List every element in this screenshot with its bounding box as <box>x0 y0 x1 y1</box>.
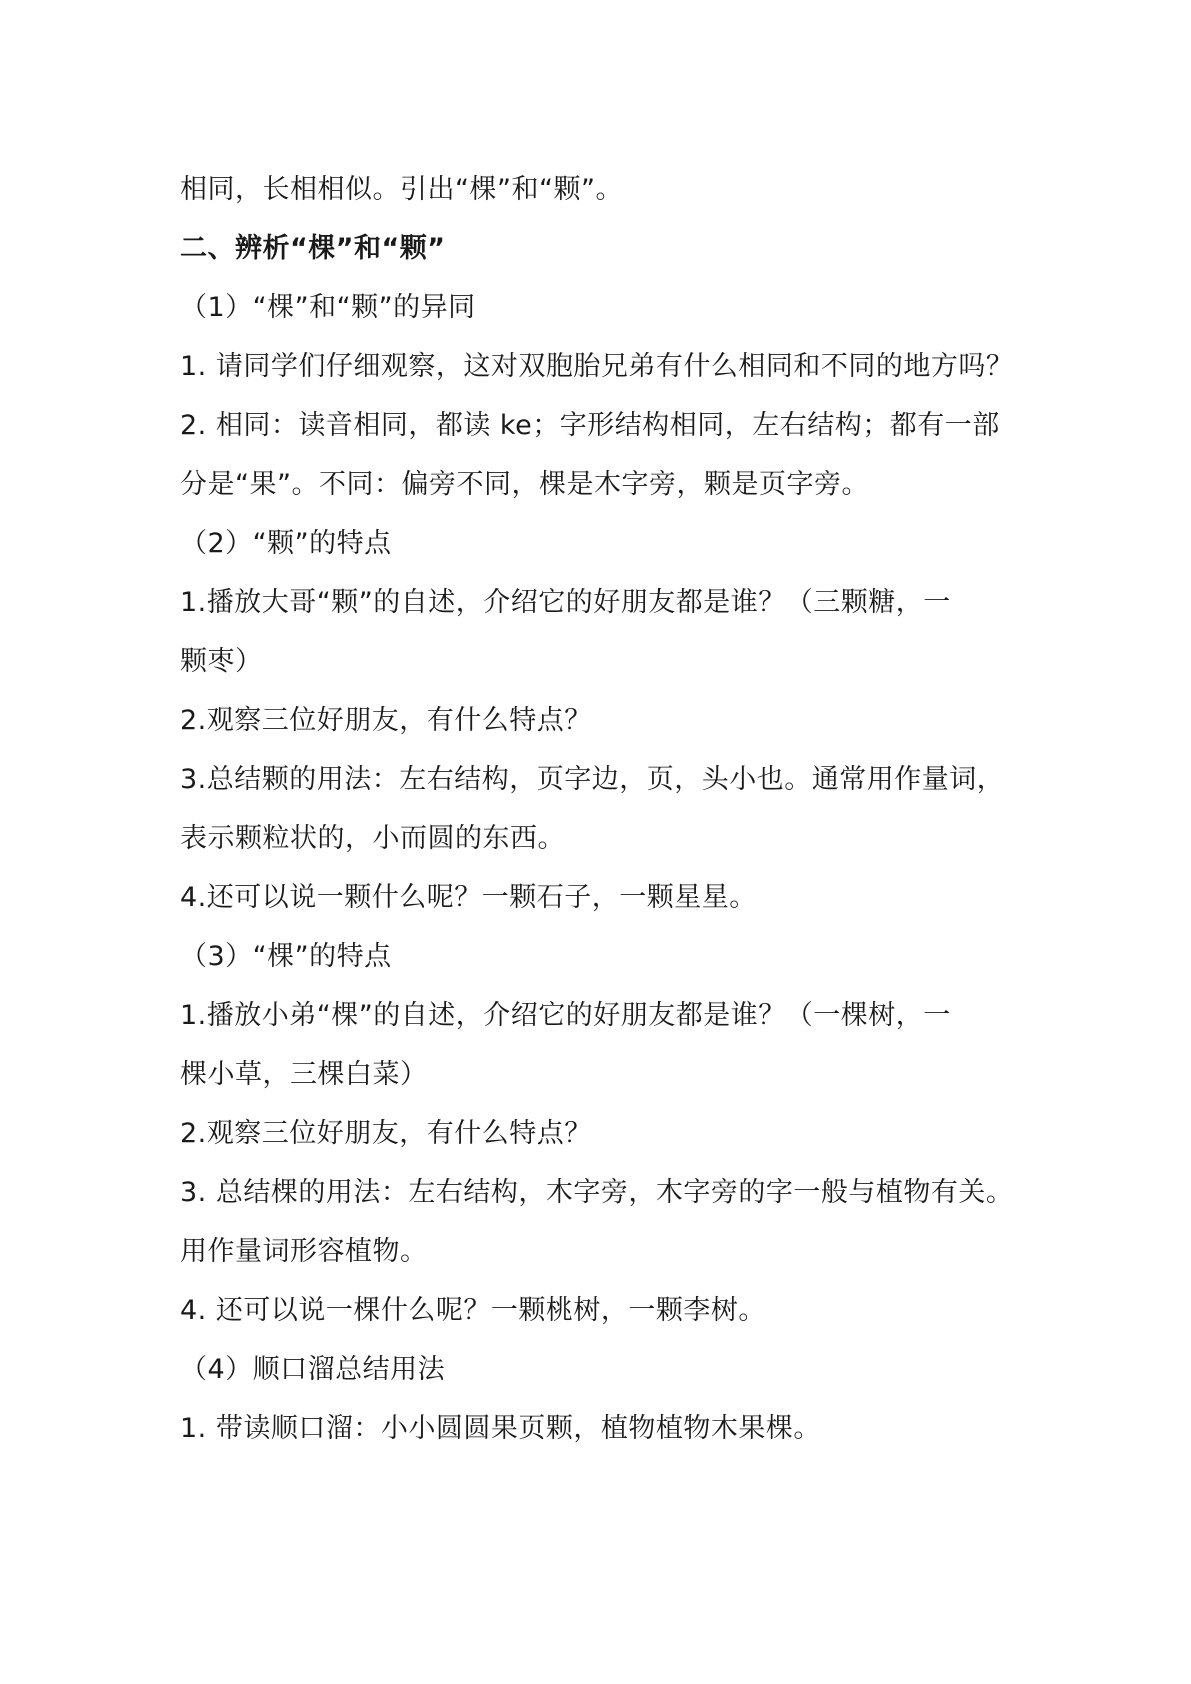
subsection-heading: （3）“棵”的特点 <box>180 941 392 972</box>
subsection-heading: （4）顺口溜总结用法 <box>180 1354 446 1385</box>
text-line: 2.观察三位好朋友，有什么特点？ <box>180 1118 592 1149</box>
text-line: 4. 还可以说一棵什么呢？一颗桃树，一颗李树。 <box>180 1295 766 1326</box>
text-line: 3. 总结棵的用法：左右结构，木字旁，木字旁的字一般与植物有关。 <box>180 1177 1014 1208</box>
text-line: 1. 请同学们仔细观察，这对双胞胎兄弟有什么相同和不同的地方吗？ <box>180 351 1014 382</box>
text-line: 分是“果”。不同：偏旁不同，棵是木字旁，颗是页字旁。 <box>180 469 869 500</box>
text-line: 1.播放小弟“棵”的自述，介绍它的好朋友都是谁？（一棵树，一 <box>180 1000 951 1031</box>
text-line: 1.播放大哥“颗”的自述，介绍它的好朋友都是谁？（三颗糖，一 <box>180 587 951 618</box>
text-line: 棵小草，三棵白菜） <box>180 1059 428 1090</box>
subsection-heading: （2）“颗”的特点 <box>180 528 392 559</box>
text-line: 2. 相同：读音相同，都读 ke；字形结构相同，左右结构；都有一部 <box>180 410 1000 441</box>
section-heading: 二、辨析“棵”和“颗” <box>180 233 446 264</box>
text-line: 1. 带读顺口溜：小小圆圆果页颗，植物植物木果棵。 <box>180 1413 821 1444</box>
text-line: 用作量词形容植物。 <box>180 1236 428 1267</box>
text-line: 3.总结颗的用法：左右结构，页字边，页，头小也。通常用作量词， <box>180 764 1005 795</box>
text-line: 4.还可以说一颗什么呢？一颗石子，一颗星星。 <box>180 882 757 913</box>
text-line: 相同，长相相似。引出“棵”和“颗”。 <box>180 174 623 205</box>
text-line: 颗枣） <box>180 646 263 677</box>
text-line: 2.观察三位好朋友，有什么特点？ <box>180 705 592 736</box>
subsection-heading: （1）“棵”和“颗”的异同 <box>180 292 476 323</box>
text-line: 表示颗粒状的，小而圆的东西。 <box>180 823 565 854</box>
